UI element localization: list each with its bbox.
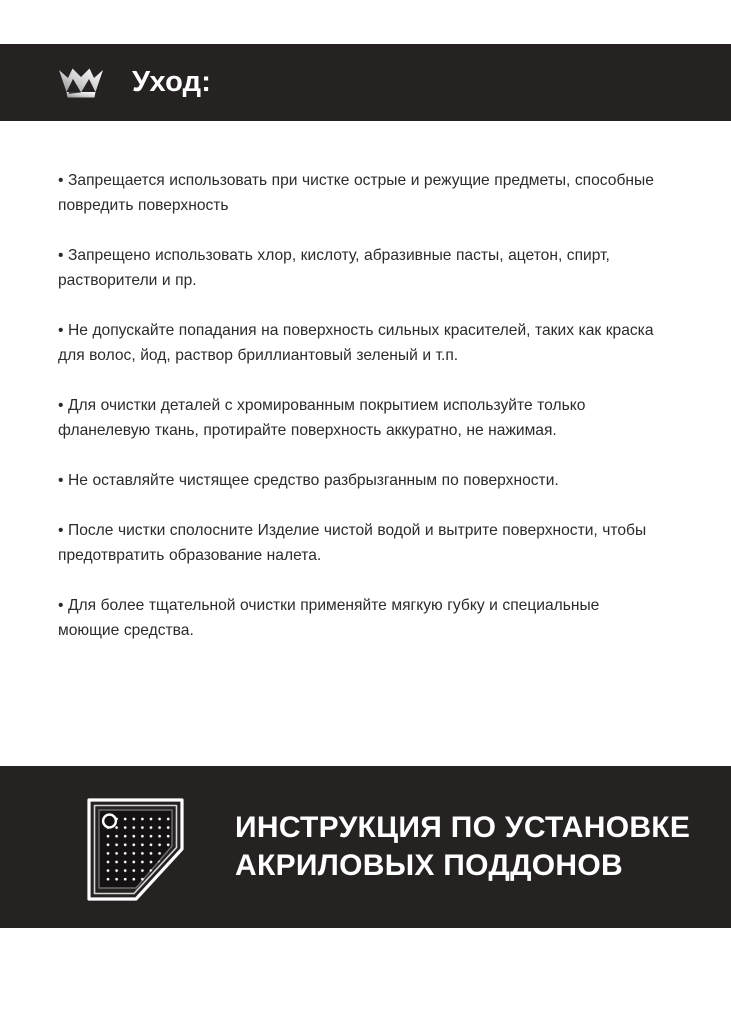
installation-title bbox=[235, 809, 690, 885]
shower-tray-icon bbox=[80, 791, 201, 903]
installation-section-header bbox=[0, 766, 731, 928]
care-section-header bbox=[0, 44, 731, 121]
installation-title-line-1: ИНСТРУКЦИЯ ПО УСТАНОВКЕ bbox=[235, 811, 691, 844]
care-item: • Запрещается использовать при чистке острые и режущие предметы, способные повредить поверхность bbox=[58, 172, 654, 214]
care-item: • Запрещено использовать хлор, кислоту, абразивные пасты, ацетон, спирт, растворители и пр. bbox=[58, 247, 610, 289]
crown-icon bbox=[58, 66, 104, 100]
care-item: • Не оставляйте чистящее средство разбрызганным по поверхности. bbox=[58, 472, 559, 489]
care-instructions-list bbox=[58, 168, 654, 643]
care-item: • Для очистки деталей с хромированным покрытием используйте только фланелевую ткань, протирайте поверхность аккуратно, не нажимая. bbox=[58, 397, 586, 439]
installation-title-line-2: АКРИЛОВЫХ ПОДДОНОВ bbox=[235, 849, 623, 882]
care-item: • После чистки сполосните Изделие чистой водой и вытрите поверхности, чтобы предотвратить образование налета. bbox=[58, 522, 647, 564]
page-title: Уход: bbox=[132, 66, 212, 98]
care-item: • Для более тщательной очистки применяйте мягкую губку и специальные моющие средства. bbox=[58, 597, 600, 639]
care-item: • Не допускайте попадания на поверхность сильных красителей, таких как краска для волос, йод, раствор бриллиантовый зеленый и т.п. bbox=[58, 322, 654, 364]
